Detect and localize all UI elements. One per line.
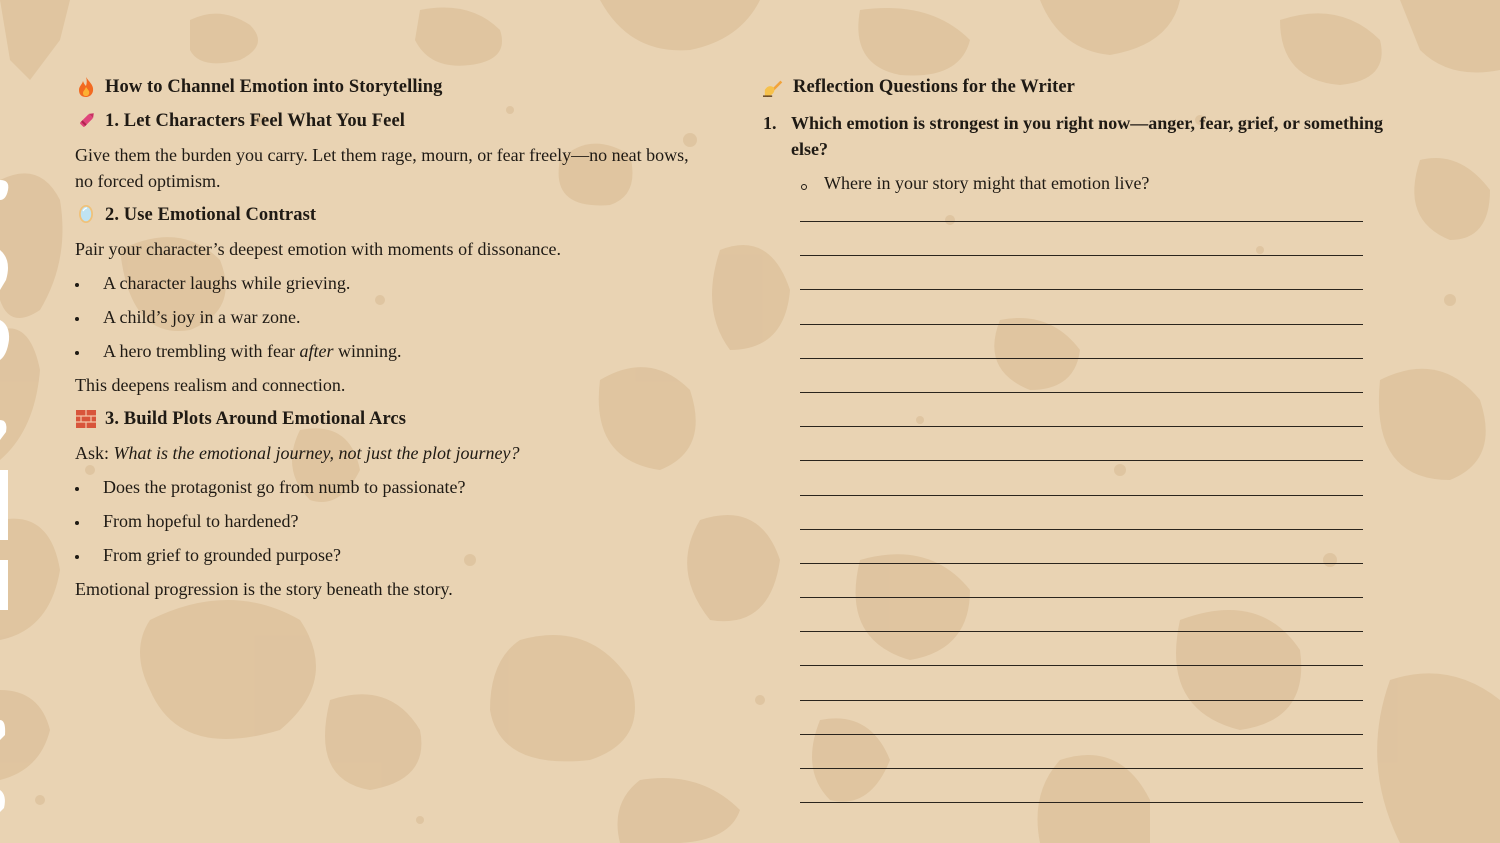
writing-line[interactable]	[800, 597, 1363, 598]
mirror-icon	[75, 204, 97, 226]
list-item: A child’s joy in a war zone.	[75, 300, 695, 334]
writing-line[interactable]	[800, 529, 1363, 530]
fire-icon	[75, 76, 97, 98]
question-number: 1.	[763, 113, 777, 133]
writing-line[interactable]	[800, 289, 1363, 290]
section3-heading	[75, 402, 695, 436]
list-item: Does the protagonist go from numb to passionate?	[75, 470, 695, 504]
section3-heading-text: 3. Build Plots Around Emotional Arcs	[105, 408, 407, 429]
writing-line[interactable]	[800, 665, 1363, 666]
section2-outro: This deepens realism and connection.	[75, 375, 346, 395]
right-column	[763, 70, 1383, 196]
crayon-icon	[75, 110, 97, 132]
left-column	[75, 70, 695, 606]
section2-intro: Pair your character’s deepest emotion with moments of dissonance.	[75, 239, 562, 259]
sub-question	[763, 170, 1383, 196]
writing-line[interactable]	[800, 768, 1363, 769]
writing-line[interactable]	[800, 255, 1363, 256]
writing-line[interactable]	[800, 700, 1363, 701]
writing-hand-icon	[763, 76, 785, 98]
section2-heading-text: 2. Use Emotional Contrast	[105, 204, 317, 225]
writing-line[interactable]	[800, 392, 1363, 393]
list-item: A hero trembling with fear after winning.	[75, 334, 695, 368]
section3-outro: Emotional progression is the story beneath the story.	[75, 579, 453, 599]
section2-heading	[75, 198, 695, 232]
list-item: From grief to grounded purpose?	[75, 538, 695, 572]
writing-line[interactable]	[800, 460, 1363, 461]
section1-text: Give them the burden you carry. Let them rage, mourn, or fear freely—no neat bows, no forced optimism.	[75, 145, 689, 191]
list-item: A character laughs while grieving.	[75, 266, 695, 300]
writing-line[interactable]	[800, 802, 1363, 803]
section3-ask: Ask: What is the emotional journey, not just the plot journey?	[75, 443, 520, 463]
reflection-title-text: Reflection Questions for the Writer	[793, 76, 1075, 97]
sub-question-text: Where in your story might that emotion live?	[824, 173, 1150, 193]
brick-icon	[75, 408, 97, 430]
section3-bullet-list	[75, 470, 695, 572]
writing-line[interactable]	[800, 426, 1363, 427]
section2-bullet-list	[75, 266, 695, 368]
writing-line[interactable]	[800, 563, 1363, 564]
hollow-bullet-icon	[801, 184, 807, 190]
writing-line[interactable]	[800, 734, 1363, 735]
writing-line[interactable]	[800, 495, 1363, 496]
writing-line[interactable]	[800, 631, 1363, 632]
writing-line[interactable]	[800, 358, 1363, 359]
main-title	[75, 70, 695, 104]
question-1	[763, 110, 1383, 162]
question-text: Which emotion is strongest in you right now—anger, fear, grief, or something else?	[791, 113, 1383, 159]
writing-line[interactable]	[800, 324, 1363, 325]
main-title-text: How to Channel Emotion into Storytelling	[105, 76, 443, 97]
writing-line[interactable]	[800, 221, 1363, 222]
reflection-title	[763, 70, 1383, 104]
list-item: From hopeful to hardened?	[75, 504, 695, 538]
section1-heading	[75, 104, 695, 138]
section1-heading-text: 1. Let Characters Feel What You Feel	[105, 110, 406, 131]
writing-lines[interactable]	[800, 221, 1363, 836]
